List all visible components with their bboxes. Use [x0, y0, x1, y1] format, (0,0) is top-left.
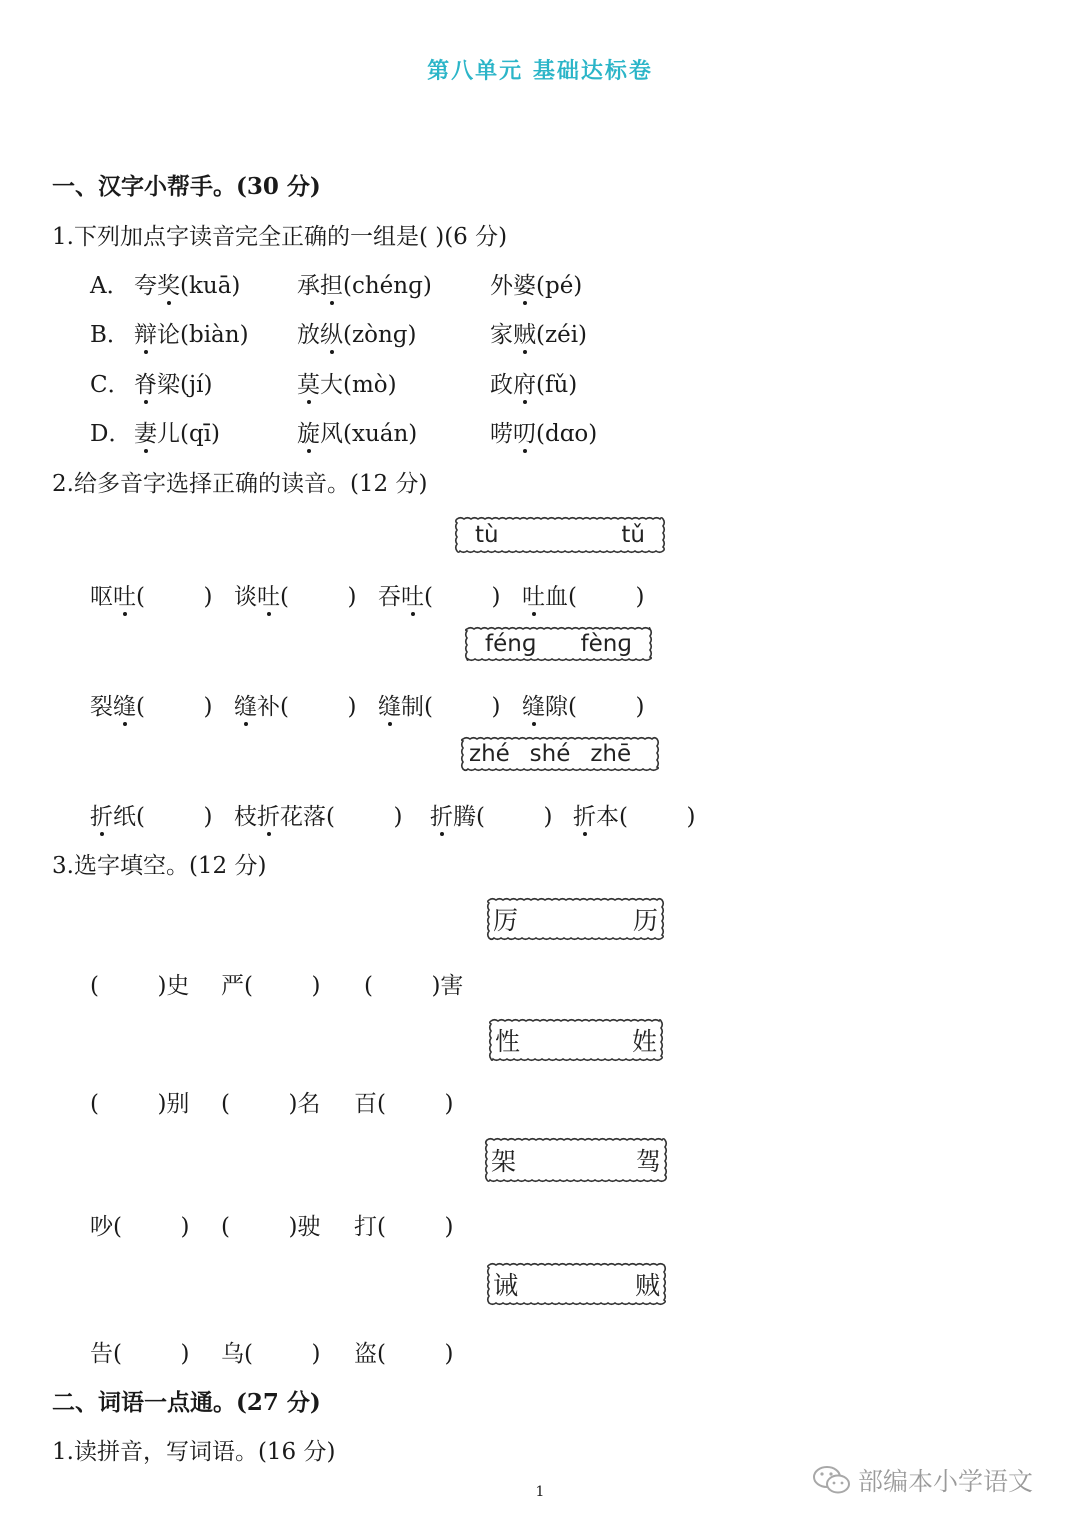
- fill-item: [90, 688, 212, 721]
- pinyin: (chénɡ): [343, 273, 432, 299]
- dotted-char: 奖: [157, 273, 180, 299]
- word-prefix: 谈: [234, 584, 257, 610]
- dotted-char: 折: [90, 804, 113, 830]
- word-suffix: 血: [545, 584, 568, 610]
- word-prefix: 枝: [234, 804, 257, 830]
- fill-item: [90, 578, 212, 611]
- choice-option: 姓: [631, 1027, 657, 1056]
- option-word: [490, 316, 587, 349]
- watermark-text: 部编本小学语文: [858, 1467, 1034, 1496]
- choice-option: tù: [475, 522, 499, 548]
- pinyin: (fǔ): [536, 372, 578, 398]
- fill-item: [378, 688, 500, 721]
- fill-item: ( )名: [221, 1091, 321, 1117]
- choice-option: 驾: [635, 1147, 661, 1176]
- pinyin: (zéi): [536, 322, 588, 348]
- word-prefix: 家: [490, 322, 513, 348]
- fill-item: 吵( ): [90, 1214, 190, 1240]
- word-prefix: 夸: [134, 273, 157, 299]
- option-label: D．: [90, 421, 132, 447]
- section-heading-2: 二、词语一点通。(27 分): [52, 1389, 321, 1416]
- watermark: [812, 1462, 1033, 1498]
- choice-box: [453, 515, 667, 555]
- fill-item: [90, 798, 212, 831]
- option-word: [490, 366, 577, 399]
- choice-box: [485, 1261, 668, 1307]
- word-prefix: 裂: [90, 694, 113, 720]
- pinyin: (dɑo): [536, 421, 598, 447]
- pinyin: (qī): [180, 421, 221, 447]
- fill-item: 乌( ): [221, 1341, 321, 1367]
- word-suffix: 本: [596, 804, 619, 830]
- fill-item: 严( ): [221, 973, 321, 999]
- choice-option: tǔ: [621, 522, 645, 548]
- choice-box: [459, 735, 661, 773]
- dotted-char: 叨: [513, 421, 536, 447]
- option-word: [134, 415, 220, 448]
- word-suffix: 花落: [280, 804, 326, 830]
- word-prefix: 政: [490, 372, 513, 398]
- word-suffix: 风: [320, 421, 343, 447]
- question-4-prompt: 1.读拼音，写词语。(16 分): [52, 1439, 336, 1465]
- answer-blank: ( ): [619, 804, 696, 830]
- fill-item: [522, 578, 644, 611]
- pinyin: (jí): [180, 372, 213, 398]
- pinyin: (pé): [536, 273, 583, 299]
- answer-blank: ( ): [568, 694, 645, 720]
- dotted-char: 吐: [113, 584, 136, 610]
- choice-option: 架: [491, 1147, 517, 1176]
- wechat-icon: [812, 1464, 852, 1496]
- fill-item: 告( ): [90, 1341, 190, 1367]
- word-suffix: 大: [320, 372, 343, 398]
- fill-item: [234, 798, 402, 831]
- choice-option: zhē: [590, 741, 632, 767]
- answer-blank: ( ): [424, 584, 501, 610]
- word-suffix: 隙: [545, 694, 568, 720]
- choice-option: 诫: [493, 1271, 519, 1300]
- fill-item: 打( ): [354, 1214, 454, 1240]
- answer-blank: ( ): [424, 694, 501, 720]
- dotted-char: 旋: [297, 421, 320, 447]
- option-word: [490, 415, 597, 448]
- fill-item: ( )驶: [221, 1214, 321, 1240]
- answer-blank: ( ): [136, 584, 213, 610]
- dotted-char: 缝: [378, 694, 401, 720]
- choice-box: [487, 1017, 665, 1063]
- dotted-char: 缝: [234, 694, 257, 720]
- dotted-char: 辩: [134, 322, 157, 348]
- pinyin: (biàn): [180, 322, 249, 348]
- answer-blank: ( ): [476, 804, 553, 830]
- option-label: C．: [90, 372, 131, 398]
- fill-item: [522, 688, 644, 721]
- option-label: A．: [90, 273, 130, 299]
- word-prefix: 放: [297, 322, 320, 348]
- dotted-char: 吐: [257, 584, 280, 610]
- dotted-char: 担: [320, 273, 343, 299]
- fill-item: 百( ): [354, 1091, 454, 1117]
- option-word: [297, 366, 397, 399]
- option-word: [134, 267, 240, 300]
- dotted-char: 缝: [113, 694, 136, 720]
- choice-option: zhé: [469, 741, 510, 767]
- dotted-char: 贼: [513, 322, 536, 348]
- dotted-char: 折: [430, 804, 453, 830]
- dotted-char: 府: [513, 372, 536, 398]
- word-prefix: 承: [297, 273, 320, 299]
- fill-item: ( )别: [90, 1091, 190, 1117]
- question-1-prompt: 1.下列加点字读音完全正确的一组是( )(6 分): [52, 224, 508, 250]
- word-suffix: 补: [257, 694, 280, 720]
- choice-option: 性: [495, 1027, 521, 1056]
- word-suffix: 制: [401, 694, 424, 720]
- option-word: [297, 415, 417, 448]
- fill-item: ( )史: [90, 973, 190, 999]
- fill-item: [430, 798, 552, 831]
- pinyin: (xuán): [343, 421, 418, 447]
- fill-item: 盗( ): [354, 1341, 454, 1367]
- option-word: [134, 366, 212, 399]
- choice-option: 厉: [493, 906, 519, 935]
- option-label: B．: [90, 322, 130, 348]
- dotted-char: 莫: [297, 372, 320, 398]
- dotted-char: 缝: [522, 694, 545, 720]
- section-heading-1: 一、汉字小帮手。(30 分): [52, 173, 321, 200]
- word-suffix: 论: [157, 322, 180, 348]
- answer-blank: ( ): [326, 804, 403, 830]
- choice-box: [485, 896, 666, 942]
- dotted-char: 折: [573, 804, 596, 830]
- word-prefix: 吞: [378, 584, 401, 610]
- option-word: [134, 316, 249, 349]
- page-number: 1: [535, 1484, 545, 1500]
- fill-item: [234, 688, 356, 721]
- choice-option: fènɡ: [580, 631, 632, 657]
- choice-option: 历: [632, 906, 658, 935]
- word-suffix: 纸: [113, 804, 136, 830]
- question-2-prompt: 2.给多音字选择正确的读音。(12 分): [52, 471, 428, 497]
- dotted-char: 吐: [401, 584, 424, 610]
- fill-item: [378, 578, 500, 611]
- dotted-char: 脊: [134, 372, 157, 398]
- word-suffix: 梁: [157, 372, 180, 398]
- question-3-prompt: 3.选字填空。(12 分): [52, 853, 267, 879]
- choice-box: [463, 625, 654, 663]
- choice-box: [483, 1136, 669, 1184]
- option-word: [297, 267, 432, 300]
- option-word: [490, 267, 582, 300]
- word-prefix: 唠: [490, 421, 513, 447]
- answer-blank: ( ): [136, 694, 213, 720]
- option-word: [297, 316, 416, 349]
- pinyin: (kuā): [180, 273, 241, 299]
- dotted-char: 吐: [522, 584, 545, 610]
- answer-blank: ( ): [136, 804, 213, 830]
- fill-item: [234, 578, 356, 611]
- page-title: 第八单元 基础达标卷: [427, 59, 653, 84]
- fill-item: ( )害: [364, 973, 464, 999]
- dotted-char: 婆: [513, 273, 536, 299]
- dotted-char: 折: [257, 804, 280, 830]
- answer-blank: ( ): [280, 694, 357, 720]
- word-suffix: 腾: [453, 804, 476, 830]
- word-suffix: 儿: [157, 421, 180, 447]
- word-prefix: 外: [490, 273, 513, 299]
- dotted-char: 妻: [134, 421, 157, 447]
- choice-option: shé: [529, 741, 571, 767]
- fill-item: [573, 798, 695, 831]
- choice-option: fénɡ: [485, 631, 537, 657]
- answer-blank: ( ): [568, 584, 645, 610]
- answer-blank: ( ): [280, 584, 357, 610]
- word-prefix: 呕: [90, 584, 113, 610]
- pinyin: (mò): [343, 372, 397, 398]
- choice-option: 贼: [634, 1271, 660, 1300]
- pinyin: (zònɡ): [343, 322, 417, 348]
- dotted-char: 纵: [320, 322, 343, 348]
